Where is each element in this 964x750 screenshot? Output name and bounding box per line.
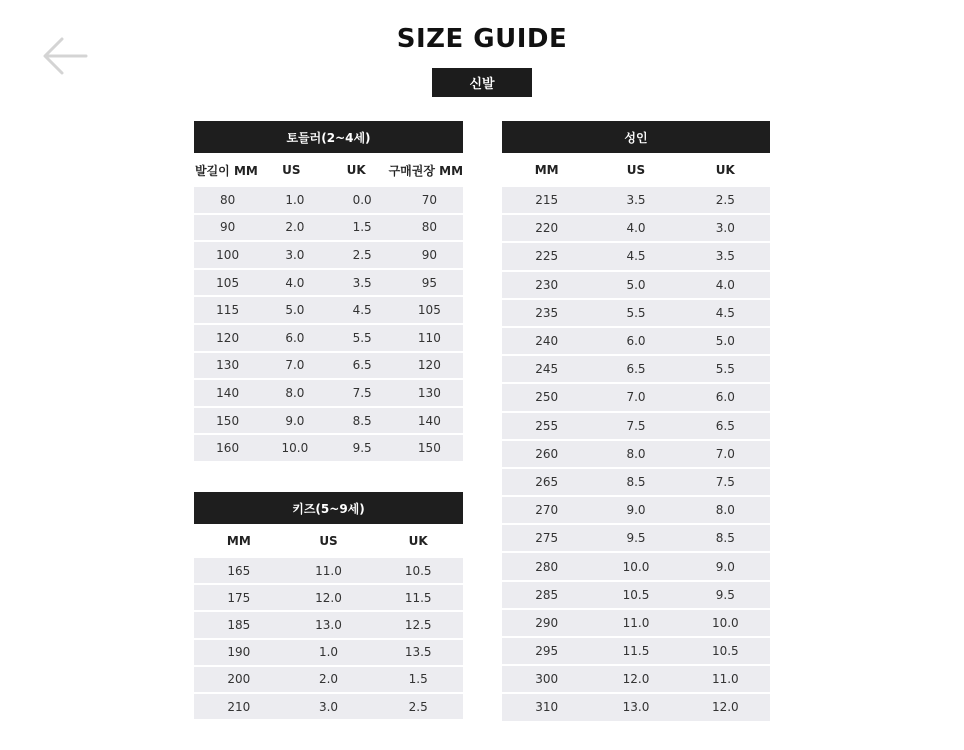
table-cell: 5.5 [715,362,735,377]
column-header: MM [226,534,251,548]
table-header-row [194,153,463,187]
table-row [194,297,463,325]
table-cell: 8.5 [352,413,372,428]
table-row [194,187,463,215]
table-cell: 3.5 [626,193,646,208]
table-cell: 130 [216,358,240,373]
category-label: 신발 [432,68,532,97]
table-cell: 200 [227,672,251,687]
table-cell: 2.0 [285,220,305,235]
table-cell: 190 [227,645,251,660]
table-cell: 5.0 [285,303,305,318]
table-cell: 4.5 [626,249,646,264]
table-cell: 10.0 [711,615,739,630]
table-row [194,408,463,436]
table-cell: 8.0 [626,446,646,461]
table-cell: 7.0 [626,390,646,405]
table-row [502,328,770,356]
table-cell: 5.5 [352,330,372,345]
table-cell: 3.0 [715,221,735,236]
table-cell: 3.0 [285,247,305,262]
table-cell: 70 [421,192,438,207]
table-row [502,272,770,300]
table-cell: 12.0 [711,700,739,715]
table-row [194,667,463,694]
table-cell: 6.5 [715,418,735,433]
table-cell: 8.0 [715,503,735,518]
table-cell: 13.0 [622,700,650,715]
table-cell: 4.0 [285,275,305,290]
table-cell: 4.0 [626,221,646,236]
table-cell: 290 [535,615,559,630]
table-cell: 3.0 [318,699,339,714]
table-row [502,638,770,666]
table-cell: 8.5 [626,474,646,489]
table-cell: 2.5 [715,193,735,208]
table-row [502,413,770,441]
table-cell: 11.5 [404,590,432,605]
table-cell: 7.5 [626,418,646,433]
table-cell: 7.5 [715,474,735,489]
table-cell: 140 [216,385,240,400]
table-row [502,356,770,384]
table-cell: 130 [417,385,441,400]
table-cell: 11.0 [315,563,342,578]
table-row [502,469,770,497]
table-cell: 270 [535,503,559,518]
table-cell: 240 [535,334,559,349]
column-header: MM [534,163,559,177]
table-cell: 9.5 [352,441,372,456]
table-cell: 1.0 [318,645,339,660]
table-row [194,242,463,270]
table-cell: 11.0 [711,672,739,687]
table-cell: 230 [535,277,559,292]
table-cell: 295 [535,644,559,659]
table-cell: 9.5 [715,587,735,602]
table-cell: 7.0 [285,358,305,373]
table-cell: 100 [216,247,240,262]
table-cell: 285 [535,587,559,602]
table-row [194,640,463,667]
table-cell: 210 [227,699,251,714]
table-cell: 105 [216,275,240,290]
table-cell: 10.0 [622,559,650,574]
table-cell: 235 [535,305,559,320]
table-cell: 10.5 [711,644,739,659]
table-cell: 300 [535,672,559,687]
table-row [194,380,463,408]
table-cell: 10.0 [281,441,309,456]
table-cell: 10.5 [404,563,432,578]
table-row [194,694,463,721]
table-row [502,582,770,610]
table-row [194,353,463,381]
table-cell: 175 [227,590,251,605]
table-cell: 275 [535,531,559,546]
table-cell: 1.5 [408,672,428,687]
table-row [502,497,770,525]
table-cell: 215 [535,193,559,208]
table-cell: 150 [417,441,441,456]
table-row [502,610,770,638]
table-cell: 0.0 [352,192,372,207]
page-title: SIZE GUIDE [396,24,568,54]
table-cell: 5.5 [626,305,646,320]
table-row [194,435,463,463]
table-cell: 12.0 [622,672,650,687]
table-cell: 1.5 [352,220,372,235]
table-cell: 12.5 [404,617,432,632]
toddler-size-table [194,121,463,463]
table-row [502,187,770,215]
table-cell: 4.0 [715,277,735,292]
table-cell: 5.0 [715,334,735,349]
table-cell: 2.5 [408,699,428,714]
table-cell: 2.5 [352,247,372,262]
table-cell: 105 [417,303,441,318]
table-cell: 245 [535,362,559,377]
table-title: 키즈(5~9세) [194,492,463,524]
table-cell: 6.5 [352,358,372,373]
table-body [194,558,463,721]
table-cell: 4.5 [715,305,735,320]
table-cell: 120 [216,330,240,345]
table-row [194,558,463,585]
table-row [502,243,770,271]
table-cell: 165 [227,563,251,578]
table-row [502,300,770,328]
column-header: 발길이 MM [195,163,258,178]
column-header: 구매권장 MM [388,163,464,178]
table-cell: 8.5 [715,531,735,546]
table-cell: 9.0 [626,503,646,518]
table-row [194,585,463,612]
table-cell: 250 [535,390,559,405]
kids-size-table [194,492,463,721]
table-cell: 260 [535,446,559,461]
table-cell: 9.0 [715,559,735,574]
table-row [194,325,463,353]
table-cell: 6.0 [285,330,305,345]
table-cell: 220 [535,221,559,236]
column-header: UK [408,534,428,548]
table-row [502,441,770,469]
column-header: US [319,534,338,548]
table-cell: 10.5 [622,587,650,602]
table-cell: 11.5 [622,644,650,659]
table-cell: 90 [421,247,438,262]
table-cell: 6.5 [626,362,646,377]
table-cell: 280 [535,559,559,574]
table-cell: 6.0 [626,334,646,349]
table-row [194,612,463,639]
table-cell: 3.5 [715,249,735,264]
table-body [502,187,770,723]
table-cell: 120 [417,358,441,373]
table-cell: 8.0 [285,385,305,400]
table-cell: 9.5 [626,531,646,546]
adult-size-table [502,121,770,723]
column-header: US [626,163,646,177]
table-cell: 12.0 [315,590,342,605]
column-header: UK [346,163,366,177]
table-cell: 1.0 [285,192,305,207]
table-cell: 9.0 [285,413,305,428]
table-cell: 160 [216,441,240,456]
table-cell: 310 [535,700,559,715]
table-header-row [502,153,770,187]
table-cell: 7.5 [352,385,372,400]
table-cell: 11.0 [622,615,650,630]
table-row [502,215,770,243]
table-cell: 185 [227,617,251,632]
column-header: US [282,163,301,177]
column-header: UK [715,163,735,177]
table-cell: 6.0 [715,390,735,405]
table-cell: 225 [535,249,559,264]
table-cell: 150 [216,413,240,428]
table-row [194,215,463,243]
table-cell: 115 [216,303,240,318]
table-cell: 140 [417,413,441,428]
table-row [502,384,770,412]
table-cell: 80 [421,220,438,235]
table-cell: 265 [535,474,559,489]
table-cell: 3.5 [352,275,372,290]
table-row [502,666,770,694]
table-row [502,553,770,581]
table-cell: 4.5 [352,303,372,318]
table-cell: 255 [535,418,559,433]
table-row [502,525,770,553]
table-cell: 5.0 [626,277,646,292]
table-title: 성인 [502,121,770,153]
table-cell: 7.0 [715,446,735,461]
table-cell: 13.0 [315,617,342,632]
table-row [502,694,770,722]
table-row [194,270,463,298]
table-cell: 13.5 [404,645,432,660]
table-body [194,187,463,463]
table-cell: 2.0 [318,672,339,687]
table-cell: 110 [417,330,441,345]
table-cell: 95 [421,275,438,290]
table-title: 토들러(2~4세) [194,121,463,153]
table-header-row [194,524,463,558]
table-cell: 90 [219,220,236,235]
table-cell: 80 [219,192,236,207]
